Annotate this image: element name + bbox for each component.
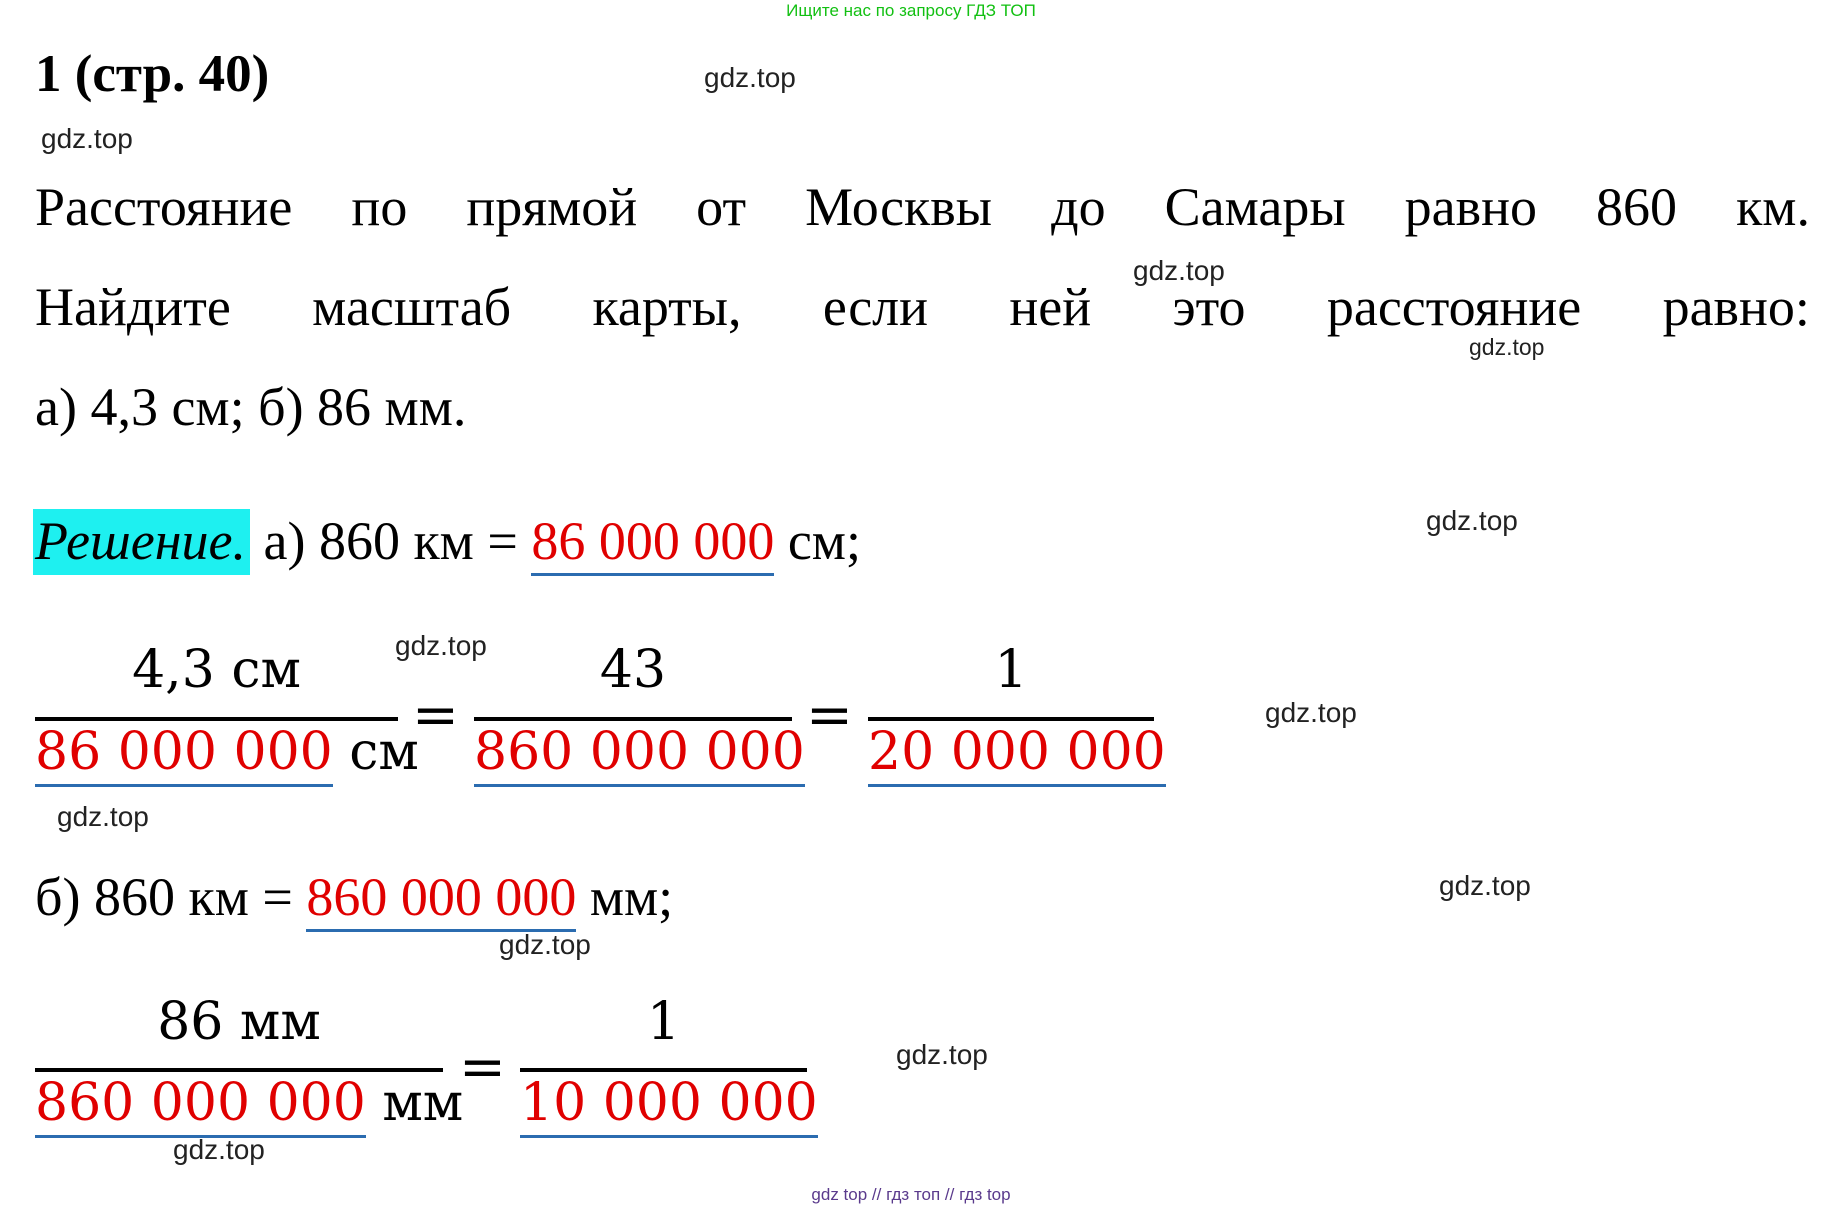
word: от — [696, 177, 747, 237]
equals-sign: = — [412, 683, 459, 748]
solution-a-prefix — [250, 511, 264, 571]
solution-a-prefix: а) 860 км = — [263, 511, 532, 571]
answer-value: 86 000 000 — [531, 511, 774, 576]
word: масштаб — [312, 277, 512, 337]
fraction-denominator — [35, 722, 419, 782]
word: ней — [1009, 277, 1092, 337]
word: прямой — [466, 177, 638, 237]
answer-value: 860 000 000 — [306, 867, 576, 932]
word: км. — [1736, 177, 1810, 237]
fraction-numerator: 86 мм — [157, 992, 321, 1052]
fraction-bar — [520, 1068, 807, 1072]
answer-value: 20 000 000 — [868, 722, 1166, 787]
word: расстояние — [1326, 277, 1582, 337]
watermark: gdz.top — [395, 630, 487, 661]
top-banner: Ищите нас по запросу ГДЗ ТОП — [786, 1, 1036, 20]
fraction-denominator — [35, 1073, 463, 1133]
fraction-numerator: 1 — [994, 640, 1028, 700]
word: 860 — [1596, 177, 1678, 237]
solution-b-prefix: б) 860 км = — [35, 867, 307, 927]
solution-a-line — [33, 510, 861, 572]
problem-line-2 — [35, 276, 1810, 338]
problem-line-3: а) 4,3 см; б) 86 мм. — [35, 377, 467, 437]
watermark: gdz.top — [1439, 870, 1531, 901]
page-title: 1 (стр. 40) — [35, 45, 270, 103]
fraction-numerator: 43 — [599, 640, 667, 700]
answer-value: 86 000 000 — [35, 722, 333, 787]
word: по — [351, 177, 408, 237]
watermark: gdz.top — [1265, 697, 1357, 728]
word: Расстояние — [35, 177, 293, 237]
answer-value: 10 000 000 — [520, 1073, 818, 1138]
watermark: gdz.top — [173, 1134, 265, 1165]
watermark: gdz.top — [1426, 505, 1518, 536]
unit: см; — [774, 511, 861, 571]
equals-sign: = — [459, 1035, 506, 1100]
fraction-bar — [35, 1068, 443, 1072]
unit: мм — [365, 1073, 464, 1133]
watermark: gdz.top — [1469, 334, 1545, 360]
word: это — [1172, 277, 1246, 337]
fraction-numerator: 1 — [646, 992, 681, 1052]
watermark: gdz.top — [57, 801, 149, 832]
word: Москвы — [805, 177, 993, 237]
unit: мм; — [576, 867, 674, 927]
solution-b-line — [35, 866, 673, 928]
word: до — [1051, 177, 1106, 237]
problem-line-1 — [35, 176, 1810, 238]
word: Самары — [1164, 177, 1346, 237]
word: равно: — [1662, 277, 1810, 337]
fraction-bar — [35, 717, 398, 721]
solution-label: Решение. — [33, 509, 250, 575]
fraction-denominator — [474, 722, 805, 782]
word: равно — [1404, 177, 1538, 237]
word: если — [822, 277, 929, 337]
answer-value: 860 000 000 — [474, 722, 805, 787]
fraction-denominator — [868, 722, 1166, 782]
watermark: gdz.top — [896, 1039, 988, 1070]
word: карты, — [592, 277, 742, 337]
fraction-numerator: 4,3 см — [132, 640, 301, 700]
watermark: gdz.top — [41, 123, 133, 154]
fraction-bar — [868, 717, 1154, 721]
watermark: gdz.top — [1133, 255, 1225, 286]
equals-sign: = — [806, 683, 853, 748]
watermark: gdz.top — [704, 62, 796, 93]
fraction-denominator — [520, 1073, 818, 1133]
fraction-bar — [474, 717, 792, 721]
watermark: gdz.top — [499, 929, 591, 960]
word: Найдите — [35, 277, 231, 337]
answer-value: 860 000 000 — [35, 1073, 366, 1138]
unit: см — [332, 722, 419, 782]
footer: gdz top // гдз топ // гдз top — [811, 1185, 1011, 1204]
